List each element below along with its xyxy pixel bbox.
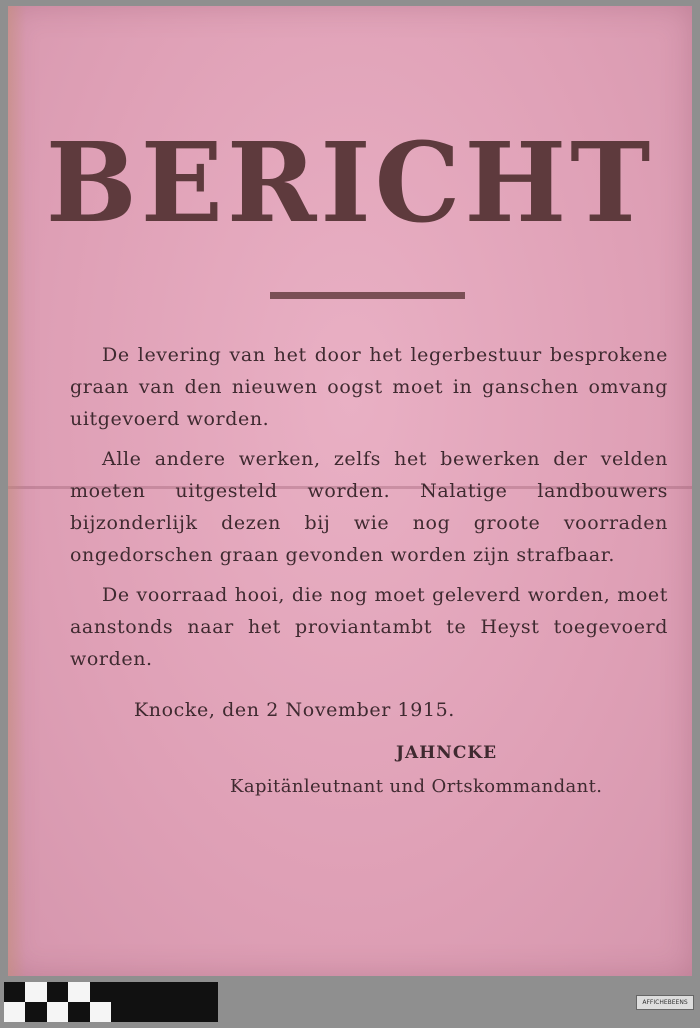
paragraph-2: Alle andere werken, zelfs het bewerken der velden moeten uitgesteld worden. Nalatige landbouwers bijzonderlijk dezen bij wie nog groote voorraden ongedorschen graan gevonden worden zijn strafbaar. — [70, 448, 668, 566]
archive-stamp: AFFICHEBEENS — [636, 995, 694, 1010]
scale-cell — [47, 1002, 68, 1022]
paragraph-3: De voorraad hooi, die nog moet geleverd worden, moet aanstonds naar het proviantambt te Heyst toegevoerd worden. — [70, 584, 668, 670]
poster-body — [70, 339, 668, 683]
poster-sheet — [8, 6, 692, 976]
poster-title: BERICHT — [45, 118, 655, 247]
signer-name: JAHNCKE — [396, 743, 498, 763]
scale-cell — [4, 1002, 25, 1022]
color-scale-bar — [4, 982, 218, 1022]
scale-cell — [47, 982, 68, 1002]
scale-bar-solid — [111, 982, 218, 1022]
scale-cell — [25, 982, 46, 1002]
scale-cell — [68, 982, 89, 1002]
scale-cell — [4, 982, 25, 1002]
paragraph-1: De levering van het door het legerbestuur besprokene graan van den nieuwen oogst moet in ganschen omvang uitgevoerd worden. — [70, 344, 668, 430]
date-line: Knocke, den 2 November 1915. — [134, 699, 455, 721]
signer-rank: Kapitänleutnant und Ortskommandant. — [230, 776, 603, 797]
title-divider — [270, 292, 465, 299]
scale-cell — [25, 1002, 46, 1022]
scale-cell — [90, 982, 111, 1002]
scale-cell — [90, 1002, 111, 1022]
scale-cell — [68, 1002, 89, 1022]
